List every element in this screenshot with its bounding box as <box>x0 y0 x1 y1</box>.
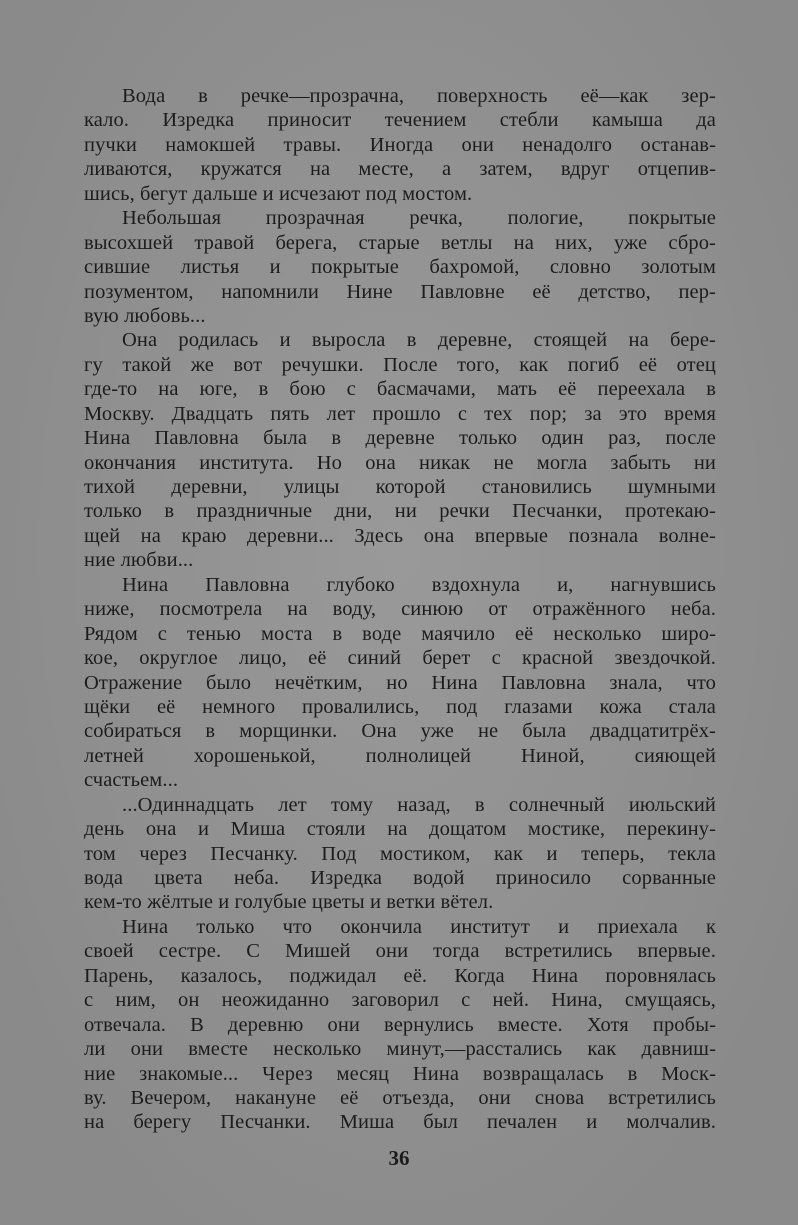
text-line: день она и Миша стояли на дощатом мостике, перекину- <box>84 818 716 841</box>
page-number: 36 <box>388 1146 410 1170</box>
text-line: Отражение было нечётким, но Нина Павловна знала, что <box>84 671 716 694</box>
text-line: ние любви... <box>84 549 194 572</box>
text-line: Москву. Двадцать пять лет прошло с тех пор; за это время <box>84 402 716 425</box>
text-line: Вода в речке—прозрачна, поверхность её—как зер- <box>122 85 716 107</box>
text-line: ...Одиннадцать лет тому назад, в солнечный июльский <box>122 793 716 816</box>
text-line: шись, бегут дальше и исчезают под мостом. <box>84 182 473 205</box>
text-line: ниже, посмотрела на воду, синюю от отражённого неба. <box>84 598 716 621</box>
paragraph <box>84 573 716 793</box>
text-line: вую любовь... <box>84 304 206 327</box>
text-line: своей сестре. С Мишей они тогда встретились впервые. <box>84 940 716 963</box>
text-line: ние знакомые... Через месяц Нина возвращалась в Моск- <box>84 1062 716 1085</box>
text-line: гу такой же вот речушки. После того, как погиб её отец <box>84 353 716 376</box>
text-line: тихой деревни, улицы которой становились шумными <box>84 476 716 498</box>
text-line: с ним, он неожиданно заговорил с ней. Нина, смущаясь, <box>84 989 716 1012</box>
text-line: Нина Павловна глубоко вздохнула и, нагнувшись <box>122 573 716 596</box>
text-line: кало. Изредка приносит течением стебли камыша да <box>84 109 716 132</box>
paragraph <box>84 793 716 915</box>
text-line: кем-то жёлтые и голубые цветы и ветки вётел. <box>84 891 494 914</box>
text-line: сившие листья и покрытые бахромой, словно золотым <box>84 256 716 279</box>
paragraph <box>84 206 716 328</box>
paragraph <box>84 328 716 572</box>
text-line: высохшей травой берега, старые ветлы на них, уже сбро- <box>84 231 716 254</box>
text-line: щей на краю деревни... Здесь она впервые познала волне- <box>84 524 716 547</box>
text-line: собираться в морщинки. Она уже не была двадцатитрёх- <box>84 720 716 743</box>
text-line: позументом, напомнили Нине Павловне её детство, пер- <box>84 280 716 303</box>
text-line: том через Песчанку. Под мостиком, как и теперь, текла <box>84 842 716 865</box>
paragraph <box>84 84 716 206</box>
text-line: кое, округлое лицо, её синий берет с красной звездочкой. <box>84 647 716 670</box>
text-line: Рядом с тенью моста в воде маячило её несколько широ- <box>84 622 716 645</box>
text-line: окончания института. Но она никак не могла забыть ни <box>84 451 716 474</box>
text-line: Небольшая прозрачная речка, пологие, покрытые <box>122 207 716 230</box>
text-line: ву. Вечером, накануне её отъезда, они снова встретились <box>84 1086 716 1109</box>
text-line: отвечала. В деревню они вернулись вместе. Хотя пробы- <box>84 1013 716 1036</box>
text-line: только в праздничные дни, ни речки Песчанки, протекаю- <box>84 500 716 523</box>
text-line: где-то на юге, в бою с басмачами, мать её переехала в <box>84 378 716 401</box>
text-line: Нина Павловна была в деревне только один раз, после <box>84 427 716 450</box>
text-line: ли они вместе несколько минут,—расстались как давниш- <box>84 1038 716 1061</box>
text-line: летней хорошенькой, полнолицей Ниной, сияющей <box>84 744 716 767</box>
text-line: ливаются, кружатся на месте, а затем, вдруг отцепив- <box>84 158 716 181</box>
text-line: щёки её немного провалились, под глазами кожа стала <box>84 695 716 718</box>
text-line: на берегу Песчанки. Миша был печален и молчалив. <box>84 1111 716 1134</box>
text-line: пучки намокшей травы. Иногда они ненадолго останав- <box>84 133 716 156</box>
text-line: Она родилась и выросла в деревне, стоящей на бере- <box>122 329 716 352</box>
text-line: Нина только что окончила институт и приехала к <box>122 915 716 938</box>
text-line: Парень, казалось, поджидал её. Когда Нина поровнялась <box>84 964 716 987</box>
body-text <box>84 84 716 1135</box>
text-line: вода цвета неба. Изредка водой приносило сорванные <box>84 867 716 889</box>
paragraph <box>84 915 716 1135</box>
text-line: счастьем... <box>84 769 179 792</box>
